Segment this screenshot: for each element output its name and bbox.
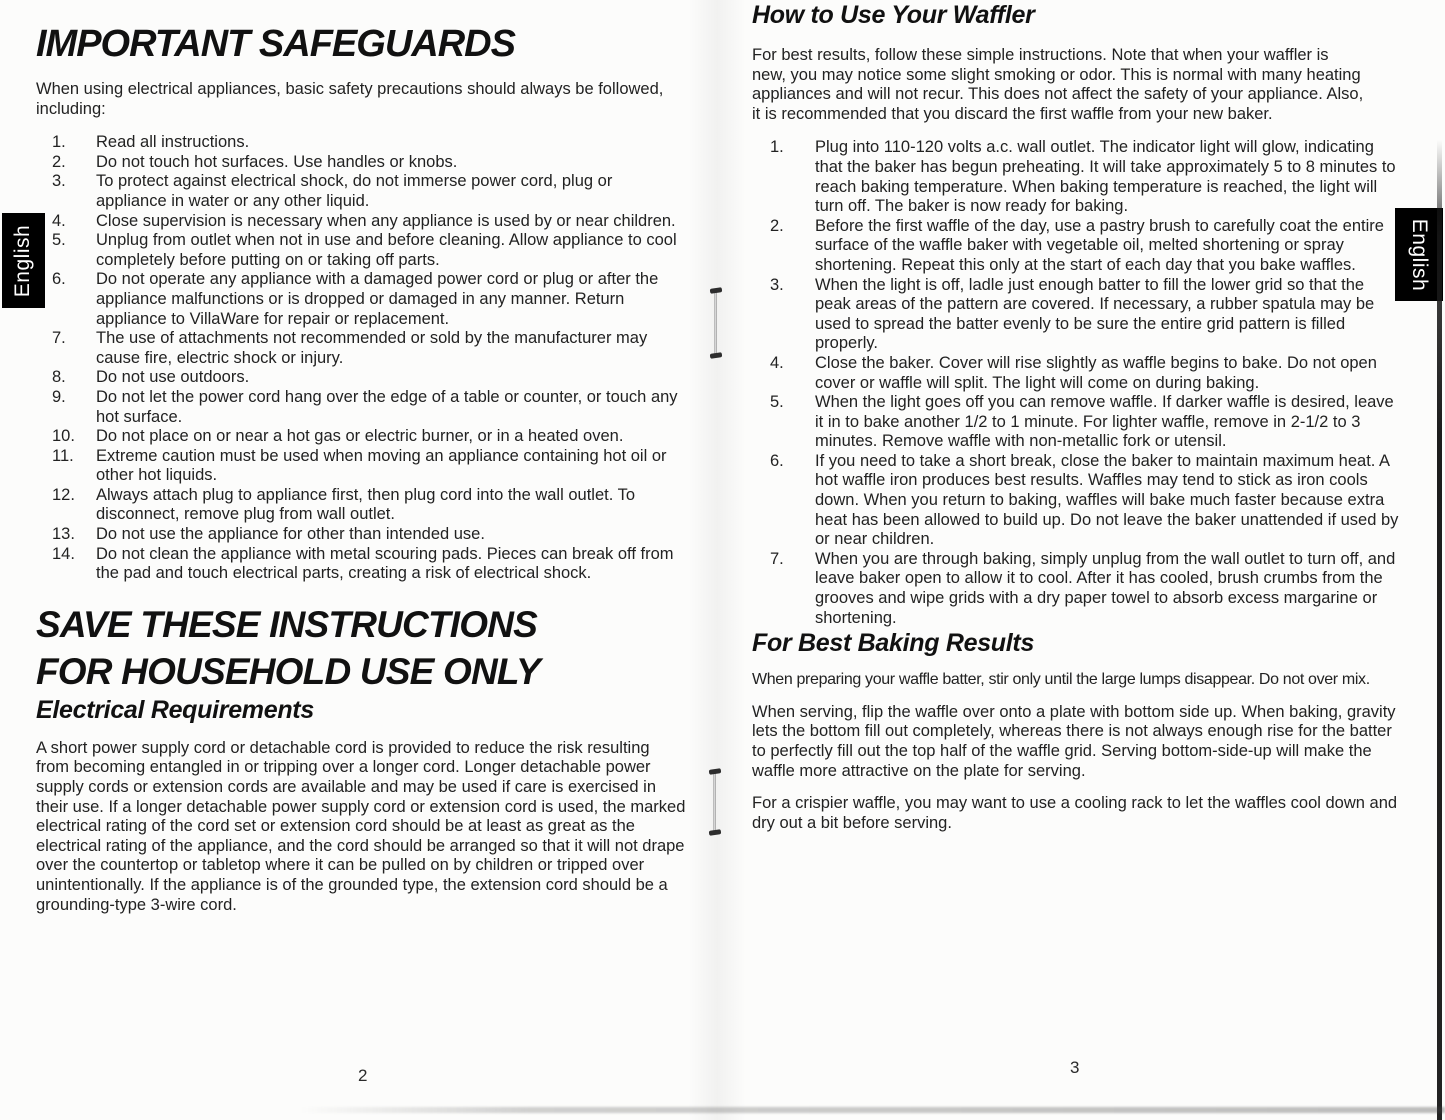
usage-step-item bbox=[752, 276, 1402, 354]
scan-edge-line bbox=[1437, 140, 1442, 1120]
safeguard-item bbox=[36, 231, 686, 270]
safeguard-item bbox=[36, 545, 686, 584]
item-text: When you are through baking, simply unplug from the wall outlet to turn off, and leave baker open to allow it to cool. After it has cooled, brush crumbs from the grooves and wipe grids with a dry paper towel to absorb excess margarine or shortening. bbox=[815, 549, 1396, 627]
item-number: 8. bbox=[52, 368, 66, 387]
intro-paragraph: When using electrical appliances, basic safety precautions should always be followed, including: bbox=[36, 80, 664, 118]
scan-bottom-shadow bbox=[300, 1107, 1445, 1113]
safeguard-item bbox=[36, 329, 686, 368]
item-text: Do not place on or near a hot gas or electric burner, or in a heated oven. bbox=[96, 427, 624, 446]
usage-steps-list bbox=[752, 138, 1402, 628]
safeguard-item bbox=[36, 368, 686, 388]
save-instructions-heading-line2: FOR HOUSEHOLD USE ONLY bbox=[36, 650, 540, 692]
item-text: Do not let the power cord hang over the edge of a table or counter, or touch any hot surface. bbox=[96, 387, 678, 426]
item-number: 3. bbox=[770, 275, 784, 294]
item-text: Always attach plug to appliance first, then plug cord into the wall outlet. To disconnect, remove plug from wall outlet. bbox=[96, 485, 636, 524]
baking-paragraph: For a crispier waffle, you may want to use a cooling rack to let the waffles cool down and dry out a bit before serving. bbox=[752, 794, 1398, 832]
item-number: 11. bbox=[52, 446, 74, 465]
english-tab-right-label: English bbox=[1408, 218, 1432, 291]
item-number: 2. bbox=[770, 216, 784, 235]
item-number: 3. bbox=[52, 172, 66, 191]
item-text: If you need to take a short break, close the baker to maintain maximum heat. A hot waffle iron produces best results. Waffles may tend to stick as iron cools down. When you return to baking, waffles will bake much faster because extra heat has been allowed to build up. Do not leave the baker unattended if used by or near children. bbox=[815, 451, 1399, 549]
item-number: 7. bbox=[52, 329, 66, 348]
page-left bbox=[36, 0, 686, 915]
how-to-use-heading: How to Use Your Waffler bbox=[752, 1, 1035, 29]
usage-step-item bbox=[752, 550, 1402, 628]
safeguard-item bbox=[36, 427, 686, 447]
item-number: 10. bbox=[52, 427, 75, 446]
save-instructions-heading-line1: SAVE THESE INSTRUCTIONS bbox=[36, 603, 538, 645]
staple-icon bbox=[714, 291, 717, 355]
item-number: 4. bbox=[52, 211, 66, 230]
item-text: Extreme caution must be used when moving an appliance containing hot oil or other hot liquids. bbox=[96, 446, 667, 485]
page-right bbox=[752, 0, 1402, 833]
item-text: The use of attachments not recommended or sold by the manufacturer may cause fire, electric shock or injury. bbox=[96, 329, 648, 367]
item-number: 5. bbox=[52, 231, 66, 250]
safeguard-item bbox=[36, 212, 686, 232]
safeguard-item bbox=[36, 525, 686, 545]
electrical-requirements-heading: Electrical Requirements bbox=[36, 695, 314, 724]
baking-lead-paragraph: When preparing your waffle batter, stir only until the large lumps disappear. Do not over mix. bbox=[752, 671, 1370, 689]
item-text: When the light goes off you can remove waffle. If darker waffle is desired, leave it in to bake another 1/2 to 1 minute. For lighter waffle, remove in 2-1/2 to 3 minutes. Remove waffle with non-metallic fork or utensil. bbox=[815, 393, 1394, 451]
safeguard-item bbox=[36, 388, 686, 427]
safeguard-item bbox=[36, 270, 686, 329]
item-text: Unplug from outlet when not in use and before cleaning. Allow appliance to cool completely before putting on or taking off parts. bbox=[96, 231, 677, 269]
how-to-use-intro: For best results, follow these simple instructions. Note that when your waffler is new, you may notice some slight smoking or odor. This is normal with many heating appliances and will not recur. This does not affect the safety of your appliance. Also, it is recommended that you discard the first waffle from your new baker. bbox=[752, 46, 1364, 123]
item-number: 13. bbox=[52, 525, 75, 544]
baking-paragraphs bbox=[752, 703, 1402, 834]
baking-paragraph: When serving, flip the waffle over onto a plate with bottom side up. When baking, gravity lets the bottom fill out completely, whereas there is not always enough rise for the batter to perfectly fill out the top half of the waffle grid. Serving bottom-side-up will make the waffle more attractive on the plate for serving. bbox=[752, 702, 1396, 780]
page-number-left: 2 bbox=[358, 1066, 368, 1085]
item-text: Close supervision is necessary when any appliance is used by or near children. bbox=[96, 211, 676, 230]
item-text: Do not touch hot surfaces. Use handles or knobs. bbox=[96, 152, 458, 171]
item-number: 9. bbox=[52, 387, 66, 406]
item-number: 14. bbox=[52, 544, 75, 563]
page-gutter-shadow bbox=[688, 0, 746, 1120]
safeguard-item bbox=[36, 486, 686, 525]
item-number: 1. bbox=[52, 133, 66, 152]
staple-icon bbox=[713, 772, 716, 832]
item-number: 6. bbox=[770, 451, 784, 470]
item-text: Close the baker. Cover will rise slightly as waffle begins to bake. Do not open cover or waffle will split. The light will come on during baking. bbox=[815, 353, 1377, 392]
item-number: 1. bbox=[770, 138, 784, 157]
item-number: 4. bbox=[770, 353, 784, 372]
english-tab-left-label: English bbox=[11, 224, 35, 297]
safeguards-list bbox=[36, 133, 686, 584]
item-text: Before the first waffle of the day, use a pastry brush to carefully coat the entire surface of the waffle baker with vegetable oil, melted shortening or spray shortening. Repeat this only at the start of each day that you bake waffles. bbox=[815, 216, 1384, 274]
safeguard-item bbox=[36, 133, 686, 153]
safeguard-item bbox=[36, 172, 686, 211]
safeguard-item bbox=[36, 447, 686, 486]
item-text: To protect against electrical shock, do not immerse power cord, plug or appliance in water or any other liquid. bbox=[96, 172, 613, 210]
safeguard-item bbox=[36, 153, 686, 173]
best-baking-results-heading: For Best Baking Results bbox=[752, 629, 1035, 658]
item-number: 12. bbox=[52, 485, 75, 504]
item-number: 7. bbox=[770, 549, 784, 568]
electrical-requirements-paragraph: A short power supply cord or detachable cord is provided to reduce the risk resulting from becoming entangled in or tripping over a longer cord. Longer detachable power supply cords or extension cords are available and may be used if care is exercised in their use. If a longer detachable power supply cord or extension cord is used, the marked electrical rating of the cord set or extension cord should be at least as great as the electrical rating of the appliance, and the cord should be arranged so that it will not drape over the countertop or tabletop where it can be pulled on by children or tripped over unintentionally. If the appliance is of the grounded type, the extension cord should be a grounding-type 3-wire cord. bbox=[36, 738, 686, 914]
item-text: Do not operate any appliance with a damaged power cord or plug or after the appliance malfunctions or is dropped or damaged in any manner. Return appliance to VillaWare for repair or replacement. bbox=[96, 270, 659, 328]
item-text: Do not use the appliance for other than intended use. bbox=[96, 525, 485, 544]
usage-step-item bbox=[752, 217, 1402, 276]
item-text: Read all instructions. bbox=[96, 133, 250, 152]
item-text: Plug into 110-120 volts a.c. wall outlet. The indicator light will glow, indicating that the baker has begun preheating. It will take approximately 5 to 8 minutes to reach baking temperature. When baking temperature is reached, the light will turn off. The baker is now ready for baking. bbox=[815, 138, 1396, 216]
usage-step-item bbox=[752, 354, 1402, 393]
page-number-right: 3 bbox=[1070, 1058, 1080, 1077]
item-number: 5. bbox=[770, 393, 784, 412]
usage-step-item bbox=[752, 138, 1402, 216]
item-number: 6. bbox=[52, 270, 66, 289]
item-number: 2. bbox=[52, 152, 66, 171]
usage-step-item bbox=[752, 452, 1402, 550]
english-tab-left bbox=[2, 213, 45, 308]
usage-step-item bbox=[752, 393, 1402, 452]
english-tab-right bbox=[1395, 208, 1443, 301]
item-text: Do not clean the appliance with metal scouring pads. Pieces can break off from the pad and touch electrical parts, creating a risk of electrical shock. bbox=[96, 544, 674, 583]
item-text: When the light is off, ladle just enough batter to fill the lower grid so that the peak areas of the pattern are covered. If necessary, a rubber spatula may be used to spread the batter evenly to be sure the entire grid pattern is filled properly. bbox=[815, 275, 1375, 353]
item-text: Do not use outdoors. bbox=[96, 368, 250, 387]
page-title: IMPORTANT SAFEGUARDS bbox=[36, 23, 515, 65]
